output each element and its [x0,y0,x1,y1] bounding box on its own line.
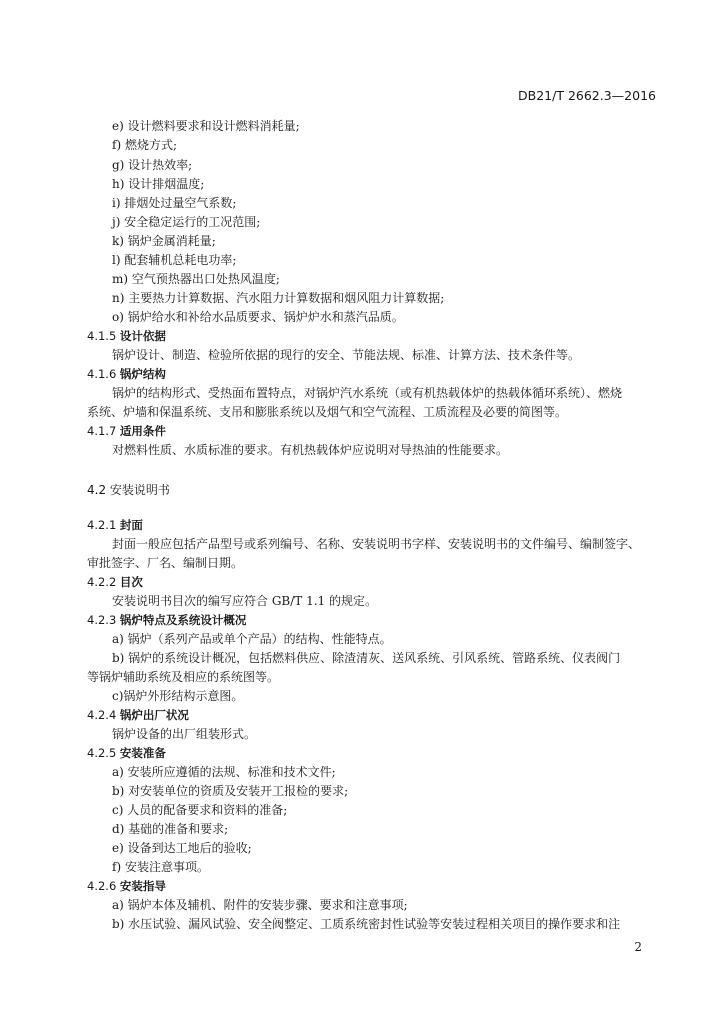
list-item: h) 设计排烟温度; [112,177,205,191]
section-number: 4.2.1 [87,518,117,532]
paragraph-continuation: 系统、炉墙和保温系统、支吊和膨胀系统以及烟气和空气流程、工质流程及必要的简图等。 [87,405,568,419]
section-heading [87,707,189,723]
list-item: b) 对安装单位的资质及安装开工报检的要求; [112,784,349,798]
section-heading [87,423,166,439]
list-item: d) 基础的准备和要求; [112,822,229,836]
list-item: c) 人员的配备要求和资料的准备; [112,803,288,817]
list-item: e) 设备到达工地后的验收; [112,841,252,855]
section-title: 锅炉结构 [119,367,166,381]
section-heading [87,328,166,344]
list-item: n) 主要热力计算数据、汽水阻力计算数据和烟风阻力计算数据; [112,291,445,305]
list-item: a) 安装所应遵循的法规、标准和技术文件; [112,765,336,779]
list-item: j) 安全稳定运行的工况范围; [112,215,261,229]
list-item: b) 锅炉的系统设计概况，包括燃料供应、除渣清灰、送风系统、引风系统、管路系统、仪表阀门 [112,651,621,665]
list-item: f) 安装注意事项。 [112,860,209,874]
section-heading [87,574,143,590]
section-title: 安装准备 [119,746,166,760]
paragraph: 锅炉设计、制造、检验所依据的现行的安全、节能法规、标准、计算方法、技术条件等。 [112,348,581,362]
section-heading [87,612,246,628]
paragraph: 锅炉的结构形式、受热面布置特点，对锅炉汽水系统（或有机热载体炉的热载体循环系统）、燃烧 [112,386,623,400]
section-title: 安装说明书 [109,483,170,497]
section-title: 目次 [119,575,143,589]
section-title: 封面 [119,518,143,532]
paragraph: 封面一般应包括产品型号或系列编号、名称、安装说明书字样、安装说明书的文件编号、编制签字、 [112,537,641,551]
section-title: 安装指导 [119,879,166,893]
section-title: 适用条件 [119,424,166,438]
section-number: 4.1.6 [87,367,117,381]
list-item: c)锅炉外形结构示意图。 [112,689,244,703]
list-item: l) 配套辅机总耗电功率; [112,253,237,267]
list-item: g) 设计热效率; [112,158,193,172]
list-item: f) 燃烧方式; [112,138,177,152]
chapter-heading [87,482,170,498]
list-item: i) 排烟处过量空气系数; [112,196,237,210]
section-number: 4.2 [87,483,107,497]
section-heading [87,366,166,382]
standard-code: DB21/T 2662.3—2016 [518,88,656,103]
section-number: 4.2.5 [87,746,117,760]
paragraph-continuation: 审批签字、厂名、编制日期。 [87,556,244,570]
list-item: a) 锅炉（系列产品或单个产品）的结构、性能特点。 [112,632,392,646]
paragraph: 锅炉设备的出厂组装形式。 [112,727,257,741]
list-item: e) 设计燃料要求和设计燃料消耗量; [112,119,300,133]
list-item: a) 锅炉本体及辅机、附件的安装步骤、要求和注意事项; [112,898,408,912]
list-item: b) 水压试验、漏风试验、安全阀整定、工质系统密封性试验等安装过程相关项目的操作要求和注 [112,917,621,931]
section-number: 4.2.3 [87,613,117,627]
section-heading [87,878,166,894]
list-item: o) 锅炉给水和补给水品质要求、锅炉炉水和蒸汽品质。 [112,310,404,324]
list-item-continuation: 等锅炉辅助系统及相应的系统图等。 [87,670,280,684]
list-item: k) 锅炉金属消耗量; [112,234,216,248]
section-heading [87,745,166,761]
section-number: 4.1.7 [87,424,117,438]
paragraph: 对燃料性质、水质标准的要求。有机热载体炉应说明对导热油的性能要求。 [112,443,509,457]
section-title: 锅炉特点及系统设计概况 [119,613,247,627]
paragraph: 安装说明书目次的编写应符合 GB/T 1.1 的规定。 [112,594,377,608]
section-title: 设计依据 [119,329,166,343]
page-number: 2 [634,940,642,954]
section-heading [87,517,143,533]
list-item: m) 空气预热器出口处热风温度; [112,272,280,286]
section-number: 4.2.2 [87,575,117,589]
section-number: 4.2.4 [87,708,117,722]
section-number: 4.2.6 [87,879,117,893]
section-number: 4.1.5 [87,329,117,343]
section-title: 锅炉出厂状况 [119,708,189,722]
